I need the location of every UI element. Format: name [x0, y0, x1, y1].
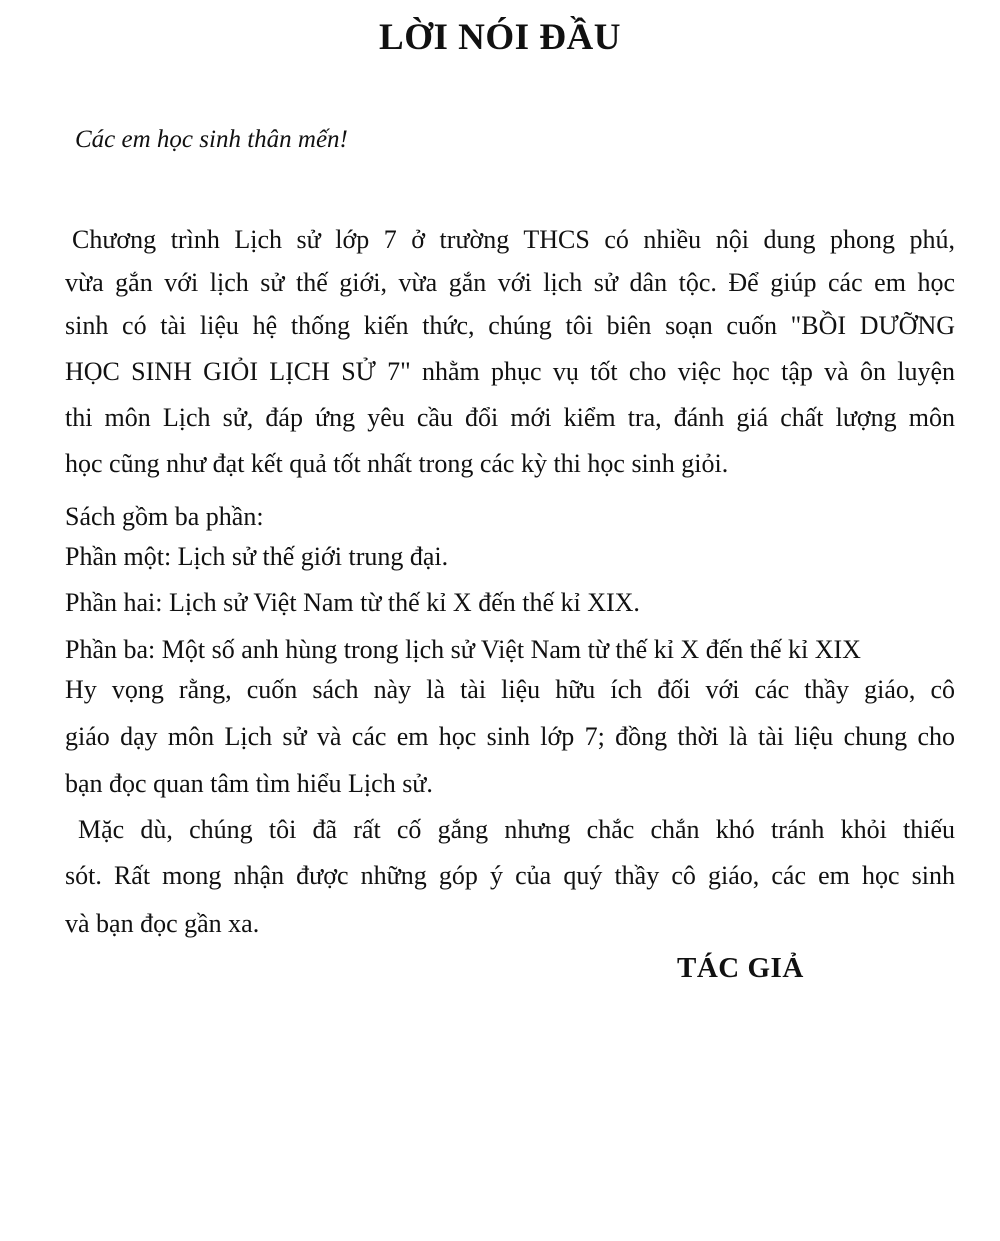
paragraph-line: sinh có tài liệu hệ thống kiến thức, chúng tôi biên soạn cuốn "BỒI DƯỠNG: [65, 311, 955, 340]
paragraph-line: giáo dạy môn Lịch sử và các em học sinh lớp 7; đồng thời là tài liệu chung cho: [65, 722, 955, 751]
greeting: Các em học sinh thân mến!: [75, 126, 348, 153]
paragraph-line: Mặc dù, chúng tôi đã rất cố gắng nhưng chắc chắn khó tránh khỏi thiếu: [78, 815, 955, 844]
paragraph-line: và bạn đọc gần xa.: [65, 909, 260, 938]
parts-intro: Sách gồm ba phần:: [65, 502, 264, 531]
part-item: Phần một: Lịch sử thế giới trung đại.: [65, 542, 449, 571]
paragraph-line: học cũng như đạt kết quả tốt nhất trong các kỳ thi học sinh giỏi.: [65, 449, 729, 478]
paragraph-line: sót. Rất mong nhận được những góp ý của quý thầy cô giáo, các em học sinh: [65, 861, 955, 890]
paragraph-line: Hy vọng rằng, cuốn sách này là tài liệu hữu ích đối với các thầy giáo, cô: [65, 675, 955, 704]
part-item: Phần ba: Một số anh hùng trong lịch sử Việt Nam từ thế kỉ X đến thế kỉ XIX: [65, 635, 861, 664]
paragraph-line: vừa gắn với lịch sử thế giới, vừa gắn với lịch sử dân tộc. Để giúp các em học: [65, 268, 955, 297]
page-title: LỜI NÓI ĐẦU: [379, 17, 621, 58]
paragraph-line: HỌC SINH GIỎI LỊCH SỬ 7" nhằm phục vụ tốt cho việc học tập và ôn luyện: [65, 357, 955, 386]
paragraph-line: bạn đọc quan tâm tìm hiểu Lịch sử.: [65, 769, 433, 798]
author-signature: TÁC GIẢ: [677, 952, 804, 984]
paragraph-line: Chương trình Lịch sử lớp 7 ở trường THCS có nhiều nội dung phong phú,: [72, 225, 955, 254]
part-item: Phần hai: Lịch sử Việt Nam từ thế kỉ X đến thế kỉ XIX.: [65, 588, 640, 617]
paragraph-line: thi môn Lịch sử, đáp ứng yêu cầu đổi mới kiểm tra, đánh giá chất lượng môn: [65, 403, 955, 432]
